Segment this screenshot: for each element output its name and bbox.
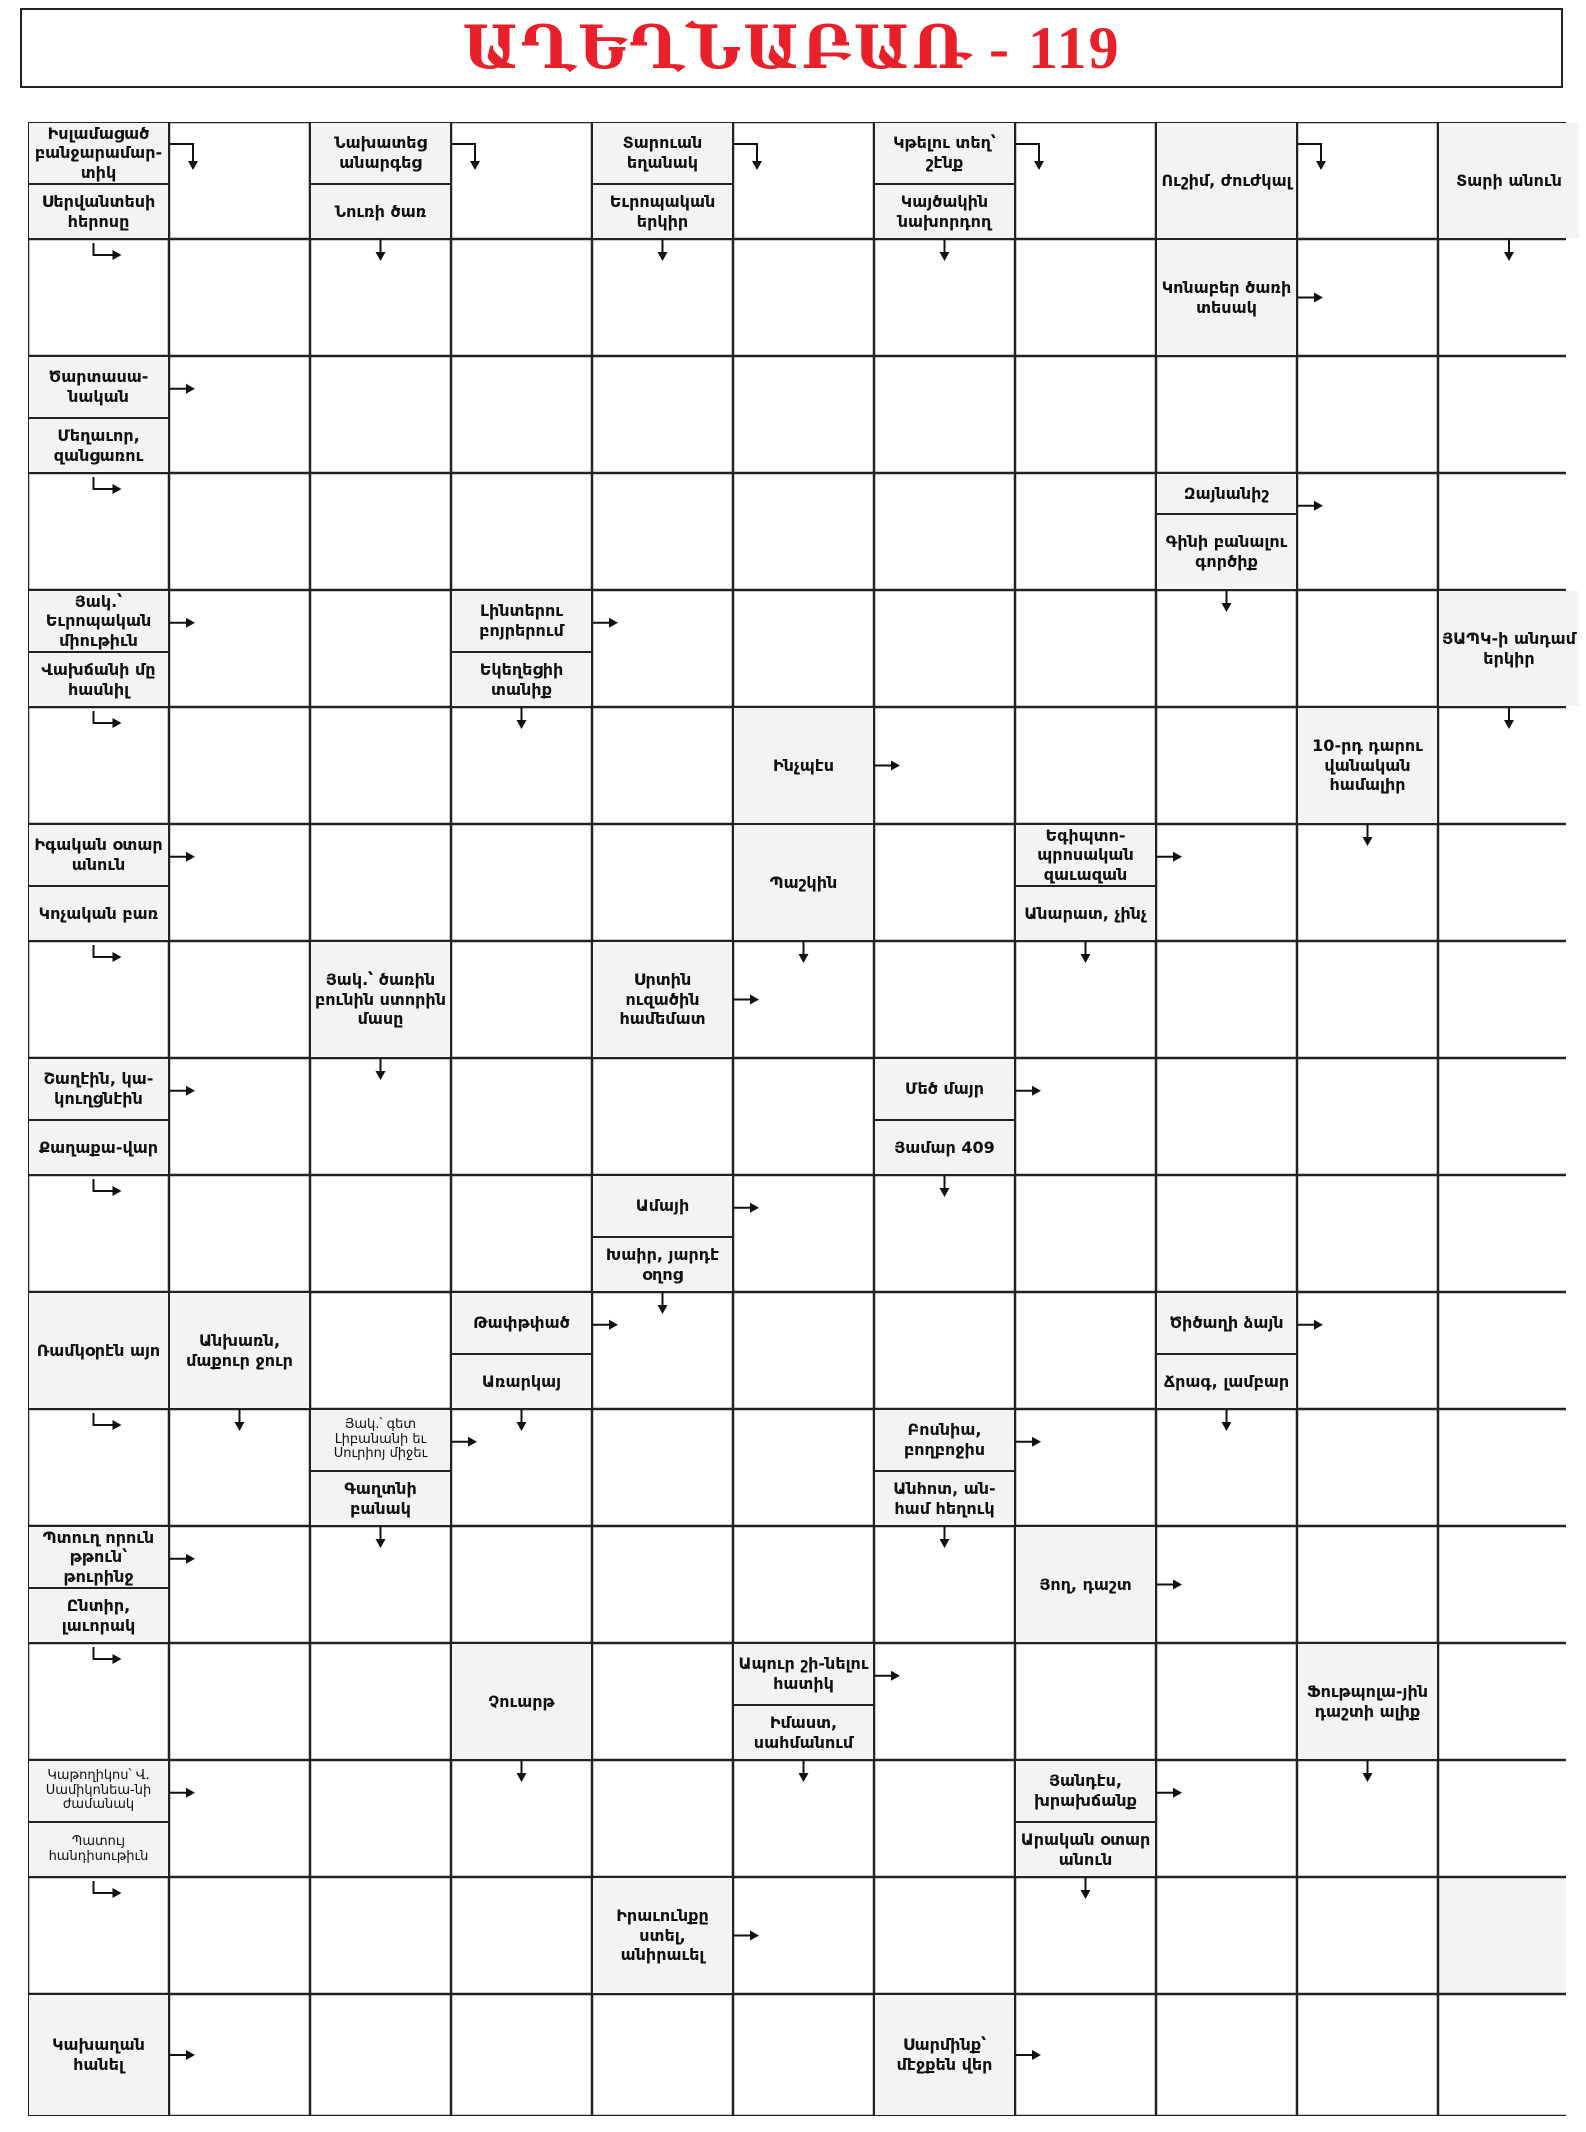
arrow-icon	[733, 1203, 759, 1213]
arrow-icon	[1015, 1086, 1041, 1096]
clue-r10c1: Անխառն, մաքուր ջուր	[170, 1293, 309, 1408]
clue-r8c0b: Քաղաքա-վար	[29, 1121, 168, 1174]
arrow-icon	[94, 1179, 122, 1196]
clue-r1c8: Կոնաբեր ծառի տեսակ	[1157, 240, 1296, 355]
clue-r2c0a: Ծարտասա-նական	[29, 357, 168, 417]
arrow-icon	[592, 618, 618, 628]
clue-r11c2a: Յակ.՝ գետ Լիբանանի եւ Սուրիոյ միջեւ	[311, 1410, 450, 1470]
clue-r12c7: Յող, դաշտ	[1016, 1527, 1155, 1642]
clue-r10c8b: Ճրագ, լամբար	[1157, 1355, 1296, 1408]
arrow-icon	[376, 1526, 386, 1548]
arrow-icon	[1363, 1760, 1373, 1782]
clue-r3c8b: Գինի բանալու գործիք	[1157, 515, 1296, 589]
clue-r13c5a: Ապուր շի-նելու հատիկ	[734, 1644, 873, 1704]
arrow-icon	[169, 144, 198, 170]
clue-r5c5: Ինչպէս	[734, 708, 873, 823]
clue-r11c6a: Բոսնիա, բողբոջիս	[875, 1410, 1014, 1470]
arrow-icon	[592, 1320, 618, 1330]
arrow-icon	[658, 1292, 668, 1314]
arrow-icon	[94, 1881, 122, 1898]
clue-r5c9: 10-րդ դարու վանական համալիր	[1298, 708, 1437, 823]
clue-r9c4a: Ամայի	[593, 1176, 732, 1236]
arrow-icon	[874, 761, 900, 771]
arrow-icon	[94, 477, 122, 494]
clue-r0c8: Ուշիմ, ժուժկալ	[1157, 123, 1296, 238]
arrow-icon	[169, 1788, 195, 1798]
arrow-icon	[658, 239, 668, 261]
arrow-icon	[1297, 144, 1326, 170]
clue-r6c7a: Եգիպտո-պրոսական զաւազան	[1016, 825, 1155, 885]
arrow-icon	[799, 1760, 809, 1782]
clue-r6c5: Պաշկին	[734, 825, 873, 940]
clue-r0c0a: Իսլամացած բանջարամար-տիկ	[29, 123, 168, 183]
clue-r12c0b: Ընտիր, լաւորակ	[29, 1589, 168, 1642]
clue-r12c0a: Պտուղ որուն թթուն՝ թուրինջ	[29, 1527, 168, 1587]
clue-r6c7b: Անարատ, չինչ	[1016, 887, 1155, 940]
clue-r4c3b: Եկեղեցիի տանիք	[452, 653, 591, 706]
clue-r14c0b: Պատույ հանդիսութիւն	[29, 1823, 168, 1876]
clue-r0c10: Տարի անուն	[1439, 123, 1579, 238]
arrow-icon	[733, 144, 762, 170]
clue-r13c5b: Իմաստ, սահմանում	[734, 1706, 873, 1759]
arrow-icon	[799, 941, 809, 963]
clue-r16c6: Սարմինք՝ մէջքեն վեր	[875, 1995, 1014, 2115]
clue-r13c3: Չուարթ	[452, 1644, 591, 1759]
clue-r6c0a: Իգական օտար անուն	[29, 825, 168, 885]
arrow-icon	[733, 995, 759, 1005]
arrow-icon	[1222, 590, 1232, 612]
clue-r0c2a: Նախատեց անարգեց	[311, 123, 450, 183]
clue-r4c0b: Վախճանի մը հասնիլ	[29, 653, 168, 706]
clue-r0c6b: Կայծակին նախորդող	[875, 185, 1014, 238]
clue-r14c7b: Արական օտար անուն	[1016, 1823, 1155, 1876]
arrow-icon	[1015, 2050, 1041, 2060]
clue-r14c0a: Կաթողիկոս՝ Վ. Սամիկոնեա-նի ժամանակ	[29, 1761, 168, 1821]
arrow-icon	[376, 1058, 386, 1080]
arrow-icon	[1156, 1580, 1182, 1590]
arrow-icon	[733, 1931, 759, 1941]
clue-r16c0: Կախաղան հանել	[29, 1995, 168, 2115]
arrow-icon	[940, 1175, 950, 1197]
arrow-icon	[874, 1671, 900, 1681]
arrow-icon	[1015, 1437, 1041, 1447]
arrow-icon	[1015, 144, 1044, 170]
arrow-icon	[1504, 239, 1514, 261]
arrow-icon	[169, 618, 195, 628]
clue-r15c4: Իրաւունքը ստել, անիրաւել	[593, 1878, 732, 1993]
arrow-icon	[1297, 1320, 1323, 1330]
arrow-icon	[94, 243, 122, 260]
arrow-icon	[1222, 1409, 1232, 1431]
arrow-icon	[1081, 941, 1091, 963]
shaded-cell	[1438, 1877, 1566, 1994]
arrow-icon	[1081, 1877, 1091, 1899]
arrow-icon	[1156, 852, 1182, 862]
arrow-icon	[94, 1413, 122, 1430]
clue-r3c8a: Զայնանիշ	[1157, 474, 1296, 513]
clue-r10c8a: Ծիծաղի ձայն	[1157, 1293, 1296, 1353]
clue-r0c0b: Սերվանտեսի հերոսը	[29, 185, 168, 238]
clue-r10c3a: Թափթփած	[452, 1293, 591, 1353]
arrow-icon	[451, 144, 480, 170]
title-banner	[20, 8, 1563, 88]
clue-r4c0a: Յակ.՝ Եւրոպական միութիւն	[29, 591, 168, 651]
clue-r10c0: Ռամկօրէն այո	[29, 1293, 168, 1408]
arrow-icon	[169, 2050, 195, 2060]
arrow-icon	[1156, 1788, 1182, 1798]
arrow-icon	[940, 1526, 950, 1548]
arrow-icon	[1504, 707, 1514, 729]
clue-r13c9: Ֆութպոլա-յին դաշտի ալիք	[1298, 1644, 1437, 1759]
grid-lines	[28, 122, 1566, 2116]
clue-r0c2b: Նուռի ծառ	[311, 185, 450, 238]
arrow-icon	[94, 711, 122, 728]
clue-r7c2: Յակ.՝ ծառին բունին ստորին մասը	[311, 942, 450, 1057]
crossword-grid	[28, 122, 1576, 2116]
arrow-icon	[1363, 824, 1373, 846]
clue-r11c2b: Գաղտնի բանակ	[311, 1472, 450, 1525]
arrow-icon	[517, 1760, 527, 1782]
arrow-icon	[94, 1647, 122, 1664]
clue-r11c6b: Անհոտ, ան-համ հեղուկ	[875, 1472, 1014, 1525]
clue-r6c0b: Կոչական բառ	[29, 887, 168, 940]
clue-r7c4: Սրտին ուզածին համեմատ	[593, 942, 732, 1057]
clue-r9c4b: Խաիր, յարդէ օղոց	[593, 1238, 732, 1291]
arrow-icon	[517, 1409, 527, 1431]
arrow-icon	[169, 1554, 195, 1564]
clue-r4c3a: Լինտերու բոյրերում	[452, 591, 591, 651]
clue-r0c4b: Եւրոպական երկիր	[593, 185, 732, 238]
page-title: ԱՂԵՂՆԱԲԱՌ - 119	[462, 15, 1121, 81]
arrow-icon	[94, 945, 122, 962]
arrow-icon	[169, 1086, 195, 1096]
clue-r8c6a: Մեծ մայր	[875, 1059, 1014, 1119]
arrow-icon	[169, 384, 195, 394]
arrow-icon	[517, 707, 527, 729]
clue-r4c10: ՅԱՊԿ-ի անդամ երկիր	[1439, 591, 1579, 706]
arrow-icon	[940, 239, 950, 261]
clue-r0c6a: Կթելու տեղ՝ շէնք	[875, 123, 1014, 183]
arrow-icon	[235, 1409, 245, 1431]
clue-r0c4a: Տարուան եղանակ	[593, 123, 732, 183]
clue-r8c6b: Յամար 409	[875, 1121, 1014, 1174]
arrow-icon	[169, 852, 195, 862]
arrow-icon	[376, 239, 386, 261]
arrow-icon	[1297, 293, 1323, 303]
clue-r8c0a: Շաղէին, կա-կուղցնէին	[29, 1059, 168, 1119]
arrow-icon	[451, 1437, 477, 1447]
clue-r10c3b: Առարկայ	[452, 1355, 591, 1408]
clue-r2c0b: Մեղաւոր, զանցառու	[29, 419, 168, 472]
arrow-icon	[1297, 501, 1323, 511]
clue-r14c7a: Յանդէս, խրախճանք	[1016, 1761, 1155, 1821]
